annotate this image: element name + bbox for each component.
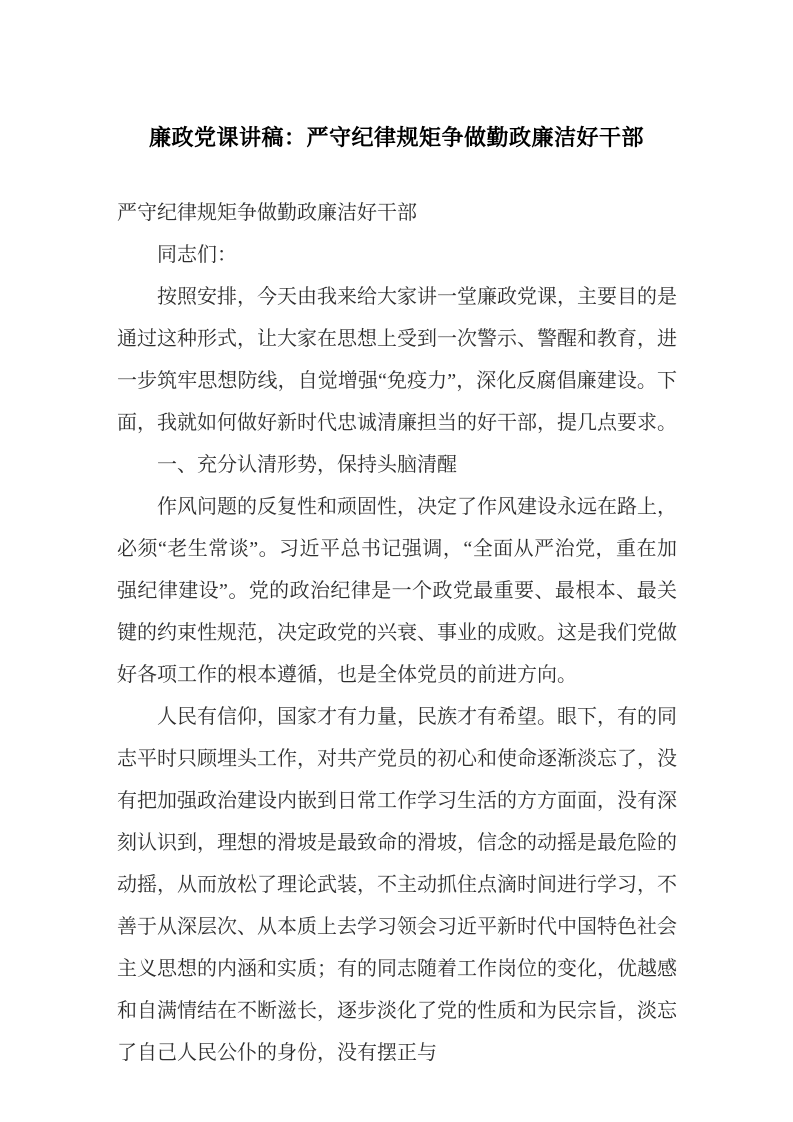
- paragraph-section-heading-1: 一、充分认清形势，保持头脑清醒: [157, 454, 457, 476]
- document-body: [117, 192, 677, 1074]
- document-title: 廉政党课讲稿：严守纪律规矩争做勤政廉洁好干部: [148, 125, 644, 150]
- paragraph-body-2: 人民有信仰，国家才有力量，民族才有希望。眼下，有的同志平时只顾埋头工作，对共产党员的初心和使命逐渐淡忘了，没有把加强政治建设内嵌到日常工作学习生活的方方面面，没有深刻认识到，理想的滑坡是最致命的滑坡，信念的动摇是最危险的动摇，从而放松了理论武装，不主动抓住点滴时间进行学习，不善于从深层次、从本质上去学习领会习近平新时代中国特色社会主义思想的内涵和实质；有的同志随着工作岗位的变化，优越感和自满情结在不断滋长，逐步淡化了党的性质和为民宗旨，淡忘了自己人民公仆的身份，没有摆正与: [117, 706, 677, 1064]
- paragraph-body-1: 作风问题的反复性和顽固性，决定了作风建设永远在路上，必须“老生常谈”。习近平总书记强调，“全面从严治党，重在加强纪律建设”。党的政治纪律是一个政党最重要、最根本、最关键的约束性规范，决定政党的兴衰、事业的成败。这是我们党做好各项工作的根本遵循，也是全体党员的前进方向。: [117, 496, 677, 686]
- paragraph-intro: 按照安排，今天由我来给大家讲一堂廉政党课，主要目的是通过这种形式，让大家在思想上受到一次警示、警醒和教育，进一步筑牢思想防线，自觉增强“免疫力”，深化反腐倡廉建设。下面，我就如何做好新时代忠诚清廉担当的好干部，提几点要求。: [117, 286, 677, 434]
- paragraph-salutation: 同志们：: [157, 244, 237, 266]
- paragraph-subtitle: 严守纪律规矩争做勤政廉洁好干部: [117, 202, 417, 224]
